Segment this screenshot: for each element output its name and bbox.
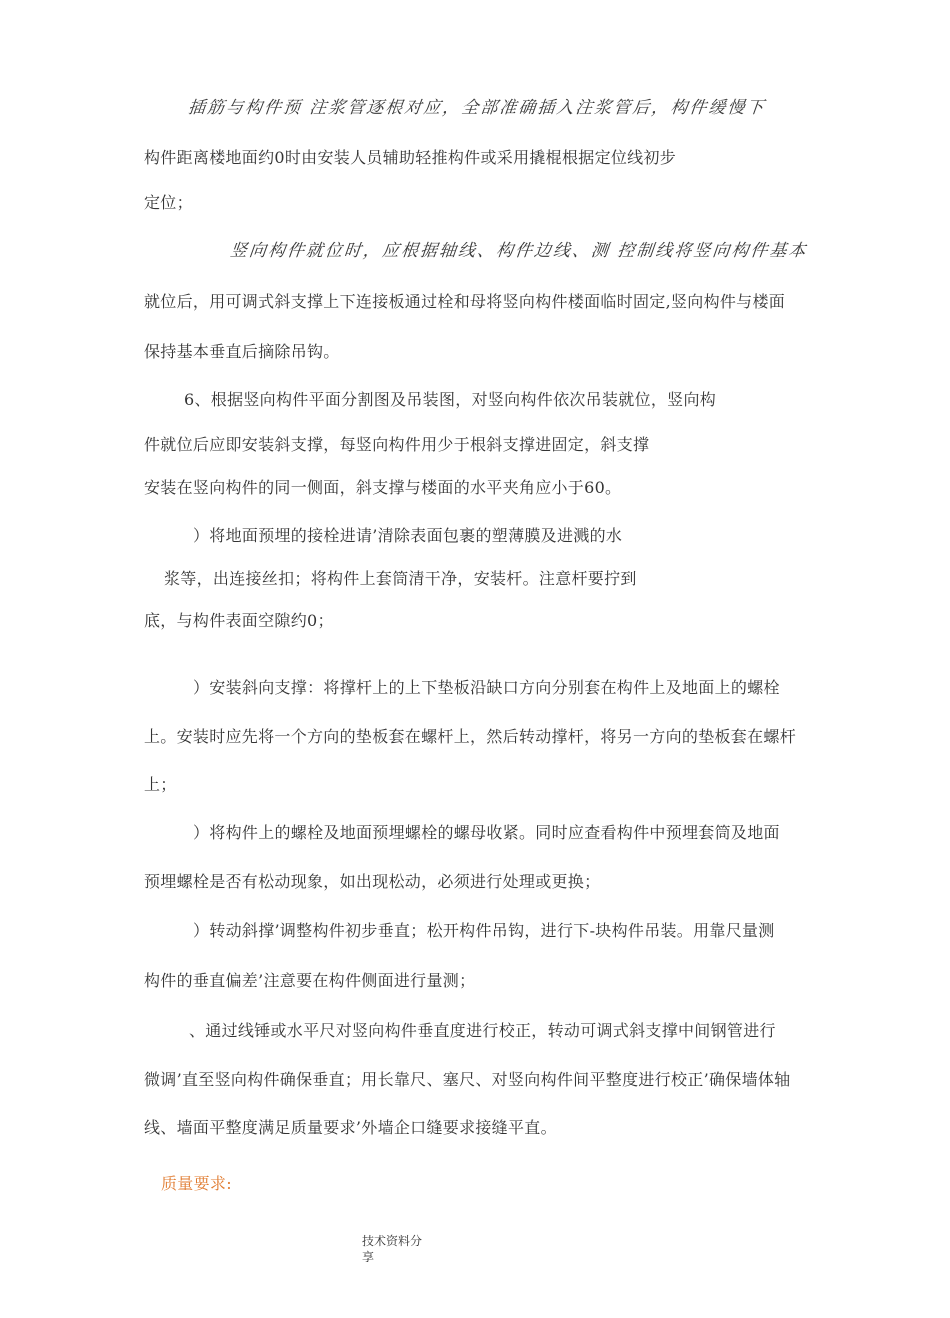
text-line: 浆等，出连接丝扣；将构件上套筒清干净，安装杆。注意杆要拧到 <box>164 569 637 588</box>
text-line: 就位后，用可调式斜支撑上下连接板通过栓和母将竖向构件楼面临时固定,竖向构件与楼面 <box>144 292 786 311</box>
text-line: 预埋螺栓是否有松动现象，如出现松动，必须进行处理或更换； <box>144 872 601 891</box>
text-line: 线、墙面平整度满足质量要求’外墙企口缝要求接缝平直。 <box>144 1118 557 1137</box>
text-line: 、通过线锤或水平尺对竖向构件垂直度进行校正，转动可调式斜支撑中间钢管进行 <box>189 1021 776 1040</box>
handwritten-line-1: 插筋与构件预 注浆管逐根对应，全部准确插入注浆管后，构件缓慢下 <box>186 98 767 118</box>
text-line: 上。安装时应先将一个方向的垫板套在螺杆上，然后转动撑杆，将另一方向的垫板套在螺杆 <box>144 727 797 746</box>
text-line: 微调’直至竖向构件确保垂直；用长靠尺、塞尺、对竖向构件间平整度进行校正’确保墙体轴 <box>144 1070 791 1089</box>
handwritten-line-2: 竖向构件就位时，应根据轴线、构件边线、测 控制线将竖向构件基本 <box>228 241 809 261</box>
text-line: 构件的垂直偏差’注意要在构件侧面进行量测； <box>144 971 476 990</box>
text-line: ）安装斜向支撑：将撑杆上的上下垫板沿缺口方向分别套在构件上及地面上的螺栓 <box>193 678 780 697</box>
text-line: 构件距离楼地面约0时由安装人员辅助轻推构件或采用撬棍根据定位线初步 <box>144 148 677 167</box>
text-line: ）将地面预埋的接栓进请’清除表面包裹的塑薄膜及进溅的水 <box>193 526 623 545</box>
text-line: ）将构件上的螺栓及地面预埋螺栓的螺母收紧。同时应查看构件中预埋套筒及地面 <box>193 823 780 842</box>
footer-text-continued: 享 <box>362 1250 375 1264</box>
text-line: 6、根据竖向构件平面分割图及吊装图，对竖向构件依次吊装就位，竖向构 <box>184 390 717 409</box>
footer-text: 技术资料分 <box>362 1234 423 1248</box>
section-heading-quality-requirements: 质量要求: <box>161 1174 232 1193</box>
text-line: 保持基本垂直后摘除吊钩。 <box>144 342 340 361</box>
text-line: 上； <box>144 775 177 794</box>
text-line: 件就位后应即安装斜支撑，每竖向构件用少于根斜支撑进固定，斜支撑 <box>144 435 650 454</box>
text-line: ）转动斜撑’调整构件初步垂直；松开构件吊钩，进行下-块构件吊装。用靠尺量测 <box>193 921 775 940</box>
text-line: 底，与构件表面空隙约0； <box>144 611 334 630</box>
text-line: 安装在竖向构件的同一侧面，斜支撑与楼面的水平夹角应小于60。 <box>144 478 622 497</box>
text-line: 定位； <box>144 193 193 212</box>
